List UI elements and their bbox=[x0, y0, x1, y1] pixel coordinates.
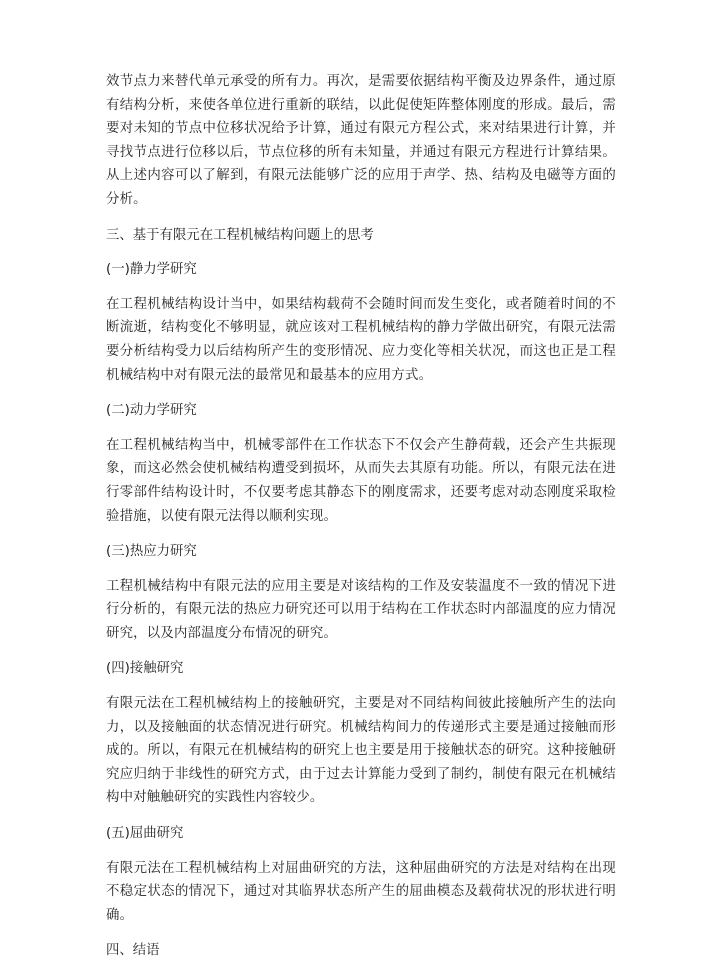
subsection-5-body: 有限元法在工程机械结构上对屈曲研究的方法，这种屈曲研究的方法是对结构在出现不稳定状态的情况下，通过对其临界状态所产生的屈曲模态及载荷状况的形状进行明确。 bbox=[106, 860, 616, 923]
subsection-3-heading: (三)热应力研究 bbox=[106, 544, 197, 560]
subsection-4-heading: (四)接触研究 bbox=[106, 661, 184, 677]
subsection-4-body: 有限元法在工程机械结构上的接触研究，主要是对不同结构间彼此接触所产生的法向力，以及接触面的状态情况进行研究。机械结构间力的传递形式主要是通过接触而形成的。所以，有限元在机械结构的研究上也主要是用于接触状态的研究。这种接触研究应归纳于非线性的研究方式，由于过去计算能力受到了制约，制使有限元在机械结构中对触触研究的实践性内容较少。 bbox=[106, 696, 616, 806]
section-3-heading: 三、基于有限元在工程机械结构问题上的思考 bbox=[106, 227, 374, 243]
section-4-heading: 四、结语 bbox=[106, 943, 160, 959]
subsection-1-body: 在工程机械结构设计当中，如果结构载荷不会随时间而发生变化，或者随着时间的不断流逝，结构变化不够明显，就应该对工程机械结构的静力学做出研究，有限元法需要分析结构受力以后结构所产生的变形情况、应力变化等相关状况，而这也正是工程机械结构中对有限元法的最常见和最基本的应用方式。 bbox=[106, 296, 616, 383]
intro-paragraph: 效节点力来替代单元承受的所有力。再次，是需要依据结构平衡及边界条件，通过原有结构分析，来使各单位进行重新的联结，以此促使矩阵整体刚度的形成。最后，需要对未知的节点中位移状况给予计算，通过有限元方程公式，来对结果进行计算，并寻找节点进行位移以后，节点位移的所有未知量，并通过有限元方程进行计算结果。从上述内容可以了解到，有限元法能够广泛的应用于声学、热、结构及电磁等方面的分析。 bbox=[106, 74, 616, 207]
document-page bbox=[106, 70, 616, 963]
subsection-2-body: 在工程机械结构当中，机械零部件在工作状态下不仅会产生静荷载，还会产生共振现象，而这必然会使机械结构遭受到损坏，从而失去其原有功能。所以，有限元法在进行零部件结构设计时，不仅要考虑其静态下的刚度需求，还要考虑对动态刚度采取检验措施，以使有限元法得以顺利实现。 bbox=[106, 437, 616, 524]
subsection-2-heading: (二)动力学研究 bbox=[106, 403, 197, 419]
subsection-1-heading: (一)静力学研究 bbox=[106, 262, 197, 278]
subsection-5-heading: (五)屈曲研究 bbox=[106, 826, 184, 842]
subsection-3-body: 工程机械结构中有限元法的应用主要是对该结构的工作及安装温度不一致的情况下进行分析的，有限元法的热应力研究还可以用于结构在工作状态时内部温度的应力情况研究，以及内部温度分布情况的研究。 bbox=[106, 578, 616, 641]
